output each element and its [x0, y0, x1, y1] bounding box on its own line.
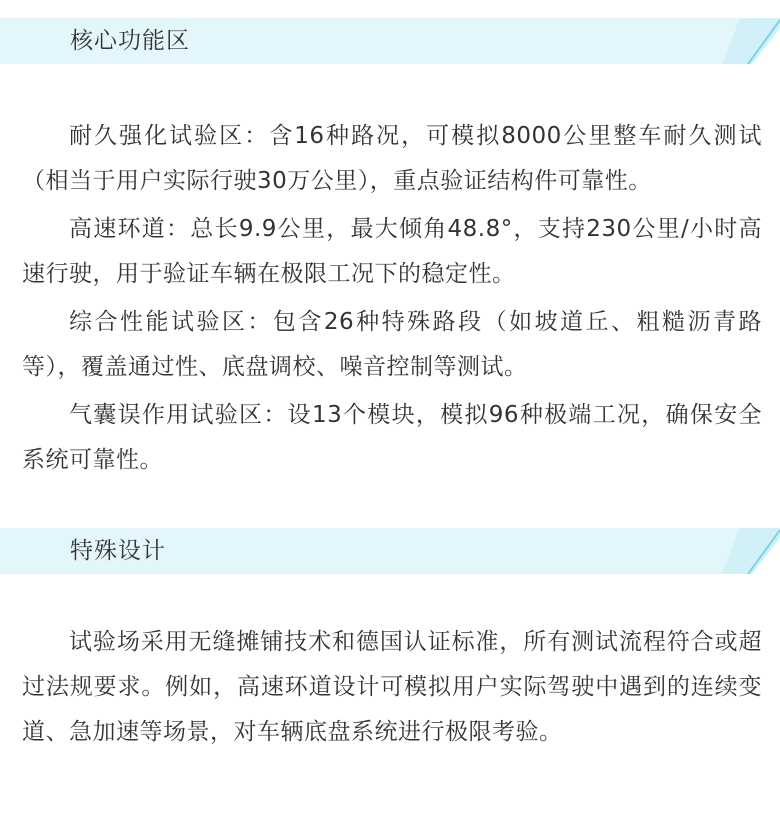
section-title: 核心功能区 — [70, 28, 190, 54]
paragraph-airbag-area: 气囊误作用试验区：设13个模块，模拟96种极端工况，确保安全系统可靠性。 — [22, 402, 762, 473]
paragraph-comprehensive-area: 综合性能试验区：包含26种特殊路段（如坡道丘、粗糙沥青路等），覆盖通过性、底盘调校、噪音控制等测试。 — [22, 309, 762, 380]
section-title: 特殊设计 — [70, 538, 166, 564]
section-header-core — [0, 18, 780, 64]
section-header-special — [0, 528, 780, 574]
paragraph-durability-area: 耐久强化试验区：含16种路况，可模拟8000公里整车耐久测试（相当于用户实际行驶30万公里），重点验证结构件可靠性。 — [22, 123, 762, 194]
paragraph-high-speed-loop: 高速环道：总长9.9公里，最大倾角48.8°，支持230公里/小时高速行驶，用于验证车辆在极限工况下的稳定性。 — [22, 216, 762, 287]
paragraph-special-design: 试验场采用无缝摊铺技术和德国认证标准，所有测试流程符合或超过法规要求。例如，高速环道设计可模拟用户实际驾驶中遇到的连续变道、急加速等场景，对车辆底盘系统进行极限考验。 — [22, 629, 762, 745]
